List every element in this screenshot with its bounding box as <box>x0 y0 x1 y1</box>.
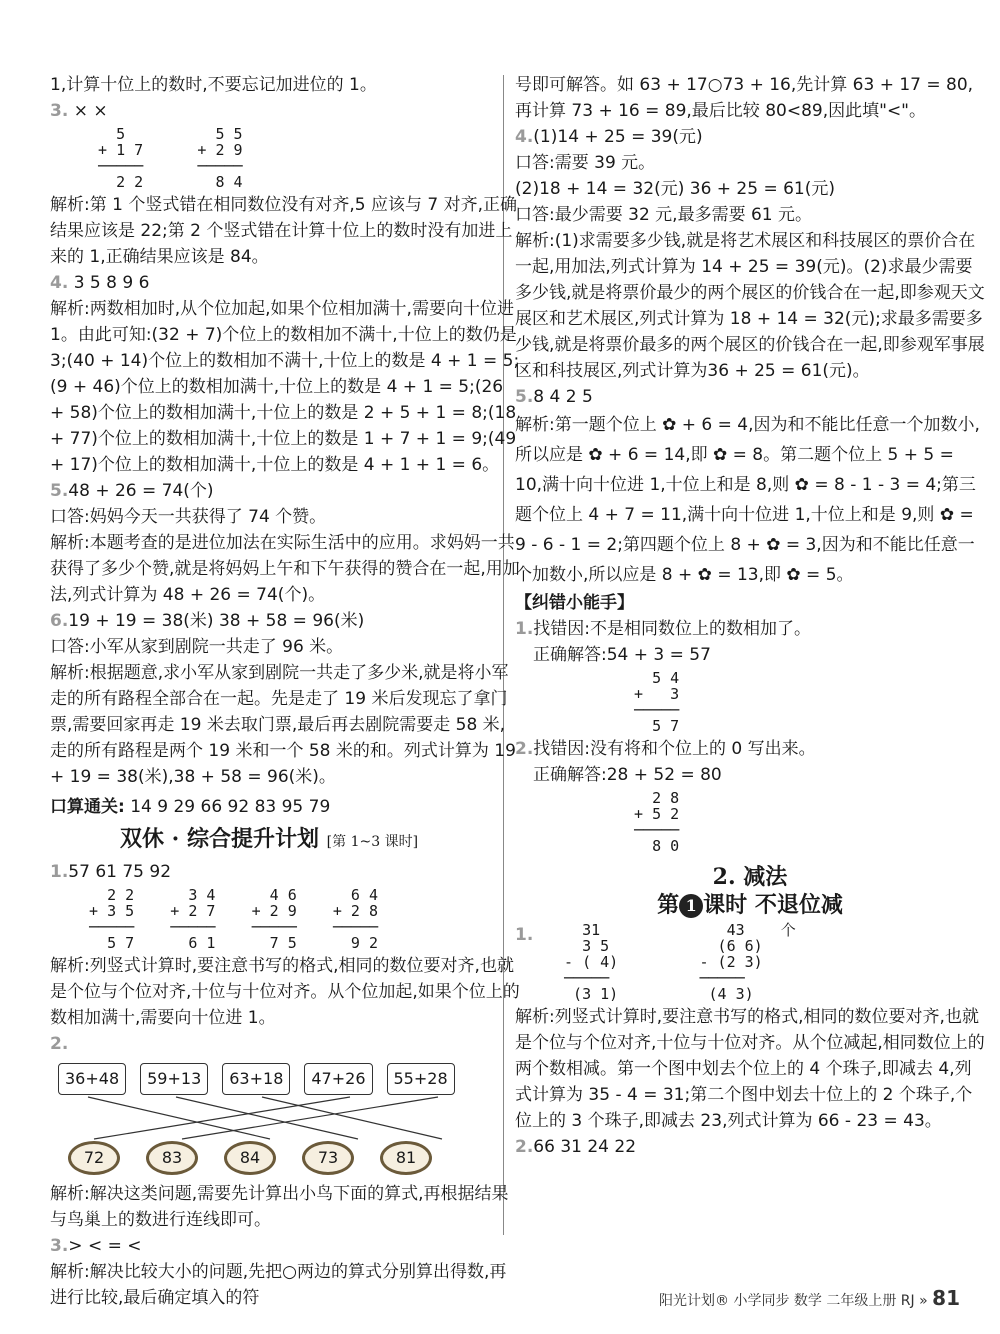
section-title: 双休 · 综合提升计划 [第 1~3 课时] <box>120 826 419 852</box>
page-footer <box>659 1286 960 1310</box>
analysis: 解析:(1)求需要多少钱,就是将艺术展区和科技展区的票价合在一起,用加法,列式计算为 14 + 25 = 39(元)。(2)求最少需要多少钱,就是将票价最少的两个展区的价钱合在一起,即参观天文展区和艺术展区,列式计算为 18 + 14 = 32(元);求最多需要多少钱,就是将票价最多的两个展区的价钱合在一起,即参观军事展区和科技展区,列式计算为36 + 25 = 61(元)。 <box>515 231 985 381</box>
oral-answer: 口答:小军从家到剧院一共走了 96 米。 <box>50 637 344 657</box>
analysis: 解析:第 1 个竖式错在相同数位没有对齐,5 应该与 7 对齐,正确结果应该是 22;第 2 个竖式错在计算十位上的数时没有加进上来的 1,正确结果应该是 84。 <box>50 195 518 267</box>
nest: 73 <box>302 1141 354 1175</box>
calc-line: (2)18 + 14 = 32(元) 36 + 25 = 61(元) <box>515 179 836 199</box>
oral-answer: 口答:妈妈今天一共获得了 74 个赞。 <box>50 507 327 527</box>
oral-answer: 口答:最少需要 32 元,最多需要 61 元。 <box>515 205 813 225</box>
expression-card: 36+48 <box>58 1063 126 1095</box>
analysis: 解析:第一题个位上 ✿ + 6 = 4,因为和不能比任意一个加数小,所以应是 ✿ + 6 = 14,即 ✿ = 8。第二题个位上 5 + 5 = 10,满十向十位进 1,十位上和是 8,则 ✿ = 8 - 1 - 3 = 4;第三题个位上 4 + 7 = 11,满十向十位进 1,十位上和是 9,则 ✿ = 9 - 6 - 1 = 2;第四题个位上 8 + ✿ = 3,因为和不能比任意一个加数小,所以应是 8 + ✿ = 13,即 ✿ = 5。 <box>515 415 980 585</box>
question-6: 6.19 + 19 = 38(米) 38 + 58 = 96(米) <box>50 611 365 631</box>
nest: 83 <box>146 1141 198 1175</box>
analysis: 解析:解决比较大小的问题,先把○两边的算式分别算出得数,再进行比较,最后确定填入的符 <box>50 1262 507 1308</box>
right-column <box>515 72 985 1160</box>
section-q3: 3.> < = < <box>50 1236 142 1256</box>
text-line: 1,计算十位上的数时,不要忘记加进位的 1。 <box>50 75 377 95</box>
footer-brand: 阳光计划® 小学同步 数学 二年级上册 RJ <box>659 1293 915 1309</box>
correct-answer: 正确解答:54 + 3 = 57 <box>533 645 711 665</box>
vertical-calc: 5 5 5 + 1 7 + 2 9 ───── ───── 2 2 8 4 <box>98 125 243 191</box>
expression-card: 63+18 <box>222 1063 290 1095</box>
analysis: 解析:解决这类问题,需要先计算出小鸟下面的算式,再根据结果与鸟巢上的数进行连线即可。 <box>50 1184 509 1230</box>
analysis: 解析:列竖式计算时,要注意书写的格式,相同的数位要对齐,也就是个位与个位对齐,十位与十位对齐。从个位减起,相同数位上的两个数相减。第一个图中划去个位上的 4 个珠子,即减去 4,列式计算为 35 - 4 = 31;第二个图中划去十位上的 2 个珠子,个位上的 3 个珠子,即减去 23,列式计算为 66 - 23 = 43。 <box>515 1007 985 1131</box>
expression-card: 59+13 <box>140 1063 208 1095</box>
chapter-title: 2. 减法 <box>712 864 788 890</box>
vertical-calc: 2 2 3 4 4 6 6 4 + 3 5 + 2 7 + 2 9 + 2 8 ───── ───── ───── ───── 5 7 6 1 7 5 9 2 <box>89 886 379 952</box>
bird-nests <box>68 1141 520 1175</box>
vertical-calc: 2 8 + 5 2 ───── 8 0 <box>634 789 680 855</box>
matching-lines-svg <box>58 1095 498 1141</box>
expression-card: 55+28 <box>387 1063 455 1095</box>
analysis: 解析:本题考查的是进位加法在实际生活中的应用。求妈妈一共获得了多少个赞,就是将妈妈上午和下午获得的赞合在一起,用加法,列式计算为 48 + 26 = 74(个)。 <box>50 533 520 605</box>
lesson-q1-label: 1. <box>515 925 534 945</box>
question-5: 5.8 4 2 5 <box>515 387 593 407</box>
vertical-calc: 31 43 个 3 5 (6 6) - ( 4) - (2 3) ───── ───── (3 1) (4 3) <box>564 921 796 1003</box>
question-5: 5.48 + 26 = 74(个) <box>50 481 214 501</box>
page-number: 81 <box>932 1286 960 1310</box>
footer-arrows: » <box>919 1293 928 1309</box>
section-q2-label: 2. <box>50 1034 69 1054</box>
matching-lines <box>58 1095 520 1141</box>
question-4: 4. 3 5 8 9 6 <box>50 273 150 293</box>
oral-answer: 口答:需要 39 元。 <box>515 153 656 173</box>
nest: 81 <box>380 1141 432 1175</box>
fix-q1: 1.找错因:不是相同数位上的数相加了。 <box>515 619 812 639</box>
analysis: 解析:根据题意,求小军从家到剧院一共走了多少米,就是将小军走的所有路程全部合在一起。先是走了 19 米后发现忘了拿门票,需要回家再走 19 米去取门票,最后再去剧院需要走 58 米,走的所有路程是两个 19 米和一个 58 米的和。列式计算为 19 + 19 = 38(米),38 + 58 = 96(米)。 <box>50 663 516 787</box>
nest: 84 <box>224 1141 276 1175</box>
oral-calc-line: 口算通关: 14 9 29 66 92 83 95 79 <box>50 797 331 817</box>
vertical-calc: 5 4 + 3 ───── 5 7 <box>634 669 680 735</box>
fix-section-title: 【纠错小能手】 <box>515 593 634 613</box>
analysis: 解析:两数相加时,从个位加起,如果个位相加满十,需要向十位进 1。由此可知:(32 + 7)个位上的数相加不满十,十位上的数仍是 3;(40 + 14)个位上的数相加不满十,十位上的数是 4 + 1 = 5;(9 + 46)个位上的数相加满十,十位上的数是 4 + 1 = 5;(26 + 58)个位上的数相加满十,十位上的数是 2 + 5 + 1 = 8;(18 + 77)个位上的数相加满十,十位上的数是 1 + 7 + 1 = 9;(49 + 17)个位上的数相加满十,十位上的数是 4 + 1 + 1 = 6。 <box>50 299 520 475</box>
left-column <box>50 72 520 1311</box>
nest: 72 <box>68 1141 120 1175</box>
lesson-q2: 2.66 31 24 22 <box>515 1137 637 1157</box>
question-3: 3. × × <box>50 101 108 121</box>
lesson-number-badge: 1 <box>679 894 703 918</box>
expression-card: 47+26 <box>304 1063 372 1095</box>
fix-q2: 2.找错因:没有将和个位上的 0 写出来。 <box>515 739 816 759</box>
question-4: 4.(1)14 + 25 = 39(元) <box>515 127 703 147</box>
correct-answer: 正确解答:28 + 52 = 80 <box>533 765 722 785</box>
analysis: 解析:列竖式计算时,要注意书写的格式,相同的数位要对齐,也就是个位与个位对齐,十位与十位对齐。从个位加起,如果个位上的数相加满十,需要向十位进 1。 <box>50 956 520 1028</box>
lesson-title: 第 1 课时 不退位减 <box>657 892 843 918</box>
text-line: 号即可解答。如 63 + 17○73 + 16,先计算 63 + 17 = 80,再计算 73 + 16 = 89,最后比较 80<89,因此填"<"。 <box>515 75 974 121</box>
section-q1: 1.57 61 75 92 <box>50 862 172 882</box>
expression-cards <box>58 1063 520 1095</box>
